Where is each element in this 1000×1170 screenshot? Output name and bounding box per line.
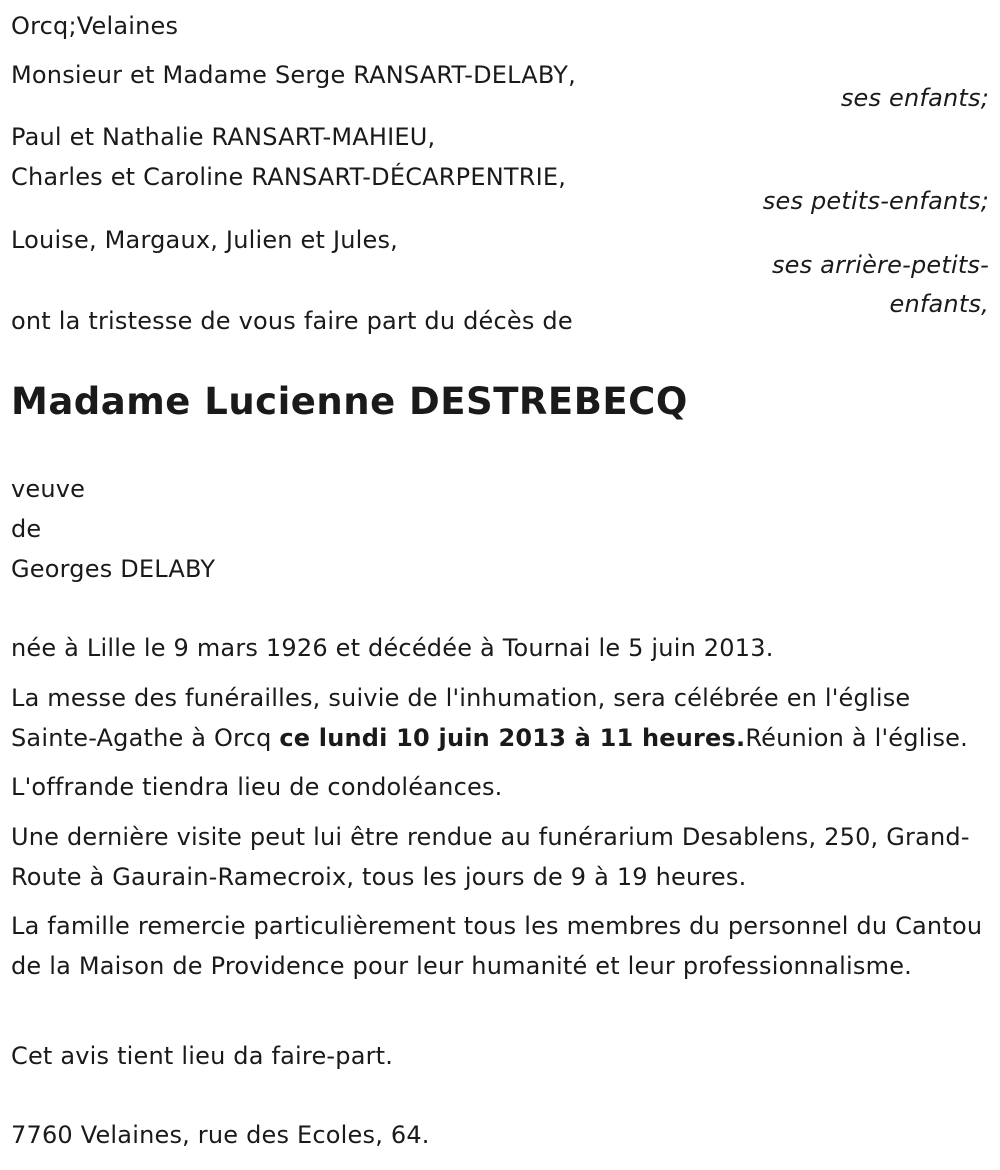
- great-grandchildren-role-line-2: enfants,: [889, 290, 989, 318]
- address-text: 7760 Velaines, rue des Ecoles, 64.: [11, 1121, 430, 1149]
- grandchildren-line-1: Paul et Nathalie RANSART-MAHIEU,: [11, 123, 436, 151]
- thanks-paragraph: La famille remercie particulièrement tous les membres du personnel du Cantou de la Maison de Providence pour leur humanité et leur professionnalisme.: [11, 912, 983, 980]
- announcement-text: ont la tristesse de vous faire part du décès de: [11, 307, 573, 335]
- widow-line-3: Georges DELABY: [11, 555, 216, 583]
- funeral-date: ce lundi 10 juin 2013 à 11 heures.: [279, 724, 746, 752]
- widow-line-2: de: [11, 515, 42, 543]
- great-grandchildren-names: Louise, Margaux, Julien et Jules,: [11, 226, 399, 254]
- funeral-text-before: La messe des funérailles, suivie de l'inhumation, sera célébrée en l'église Sainte-Agathe à Orcq: [11, 684, 911, 752]
- birth-death-text: née à Lille le 9 mars 1926 et décédée à Tournai le 5 juin 2013.: [11, 634, 774, 662]
- widow-line-1: veuve: [11, 475, 86, 503]
- great-grandchildren-role-line-1: ses arrière-petits-: [771, 251, 989, 279]
- funeral-paragraph: [11, 678, 996, 758]
- location-header: Orcq;Velaines: [11, 12, 179, 40]
- notice-text: Cet avis tient lieu da faire-part.: [11, 1042, 394, 1070]
- children-names: Monsieur et Madame Serge RANSART-DELABY,: [11, 61, 576, 89]
- funeral-text-after: Réunion à l'église.: [745, 724, 968, 752]
- grandchildren-role: ses petits-enfants;: [762, 187, 989, 215]
- children-role: ses enfants;: [840, 84, 989, 112]
- grandchildren-line-2: Charles et Caroline RANSART-DÉCARPENTRIE,: [11, 163, 567, 191]
- visit-paragraph: Une dernière visite peut lui être rendue au funérarium Desablens, 250, Grand-Route à Gaurain-Ramecroix, tous les jours de 9 à 19 heures.: [11, 823, 970, 891]
- offering-text: L'offrande tiendra lieu de condoléances.: [11, 773, 503, 801]
- deceased-name: Madame Lucienne DESTREBECQ: [11, 380, 688, 423]
